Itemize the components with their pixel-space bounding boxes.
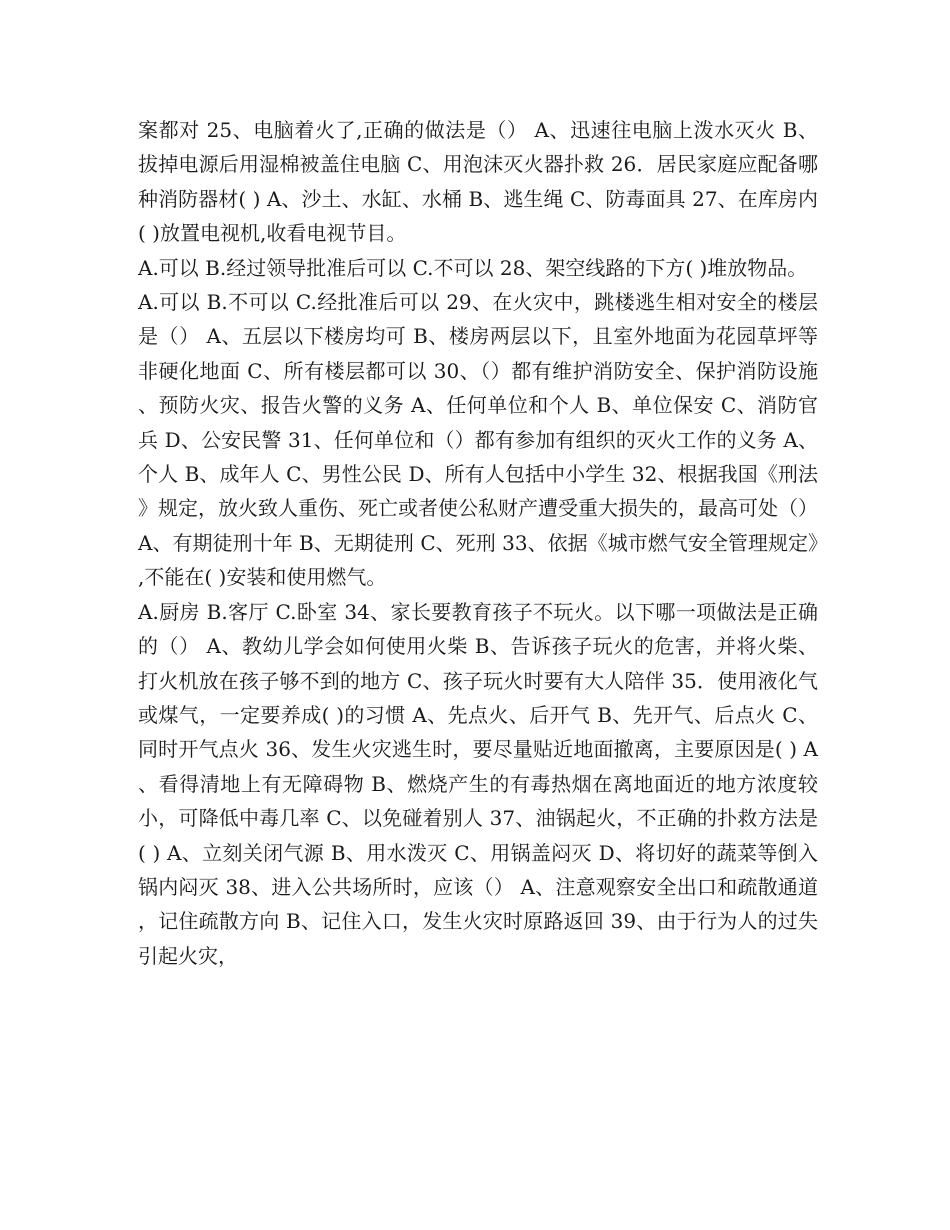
paragraph-2: A.可以 B.经过领导批准后可以 C.不可以 28、架空线路的下方( )堆放物品。 xyxy=(138,255,808,280)
paragraph-3: A.可以 B.不可以 C.经批准后可以 29、在火灾中，跳楼逃生相对安全的楼层是（） A、五层以下楼房均可 B、楼房两层以下，且室外地面为花园草坪等非硬化地面 C、所有楼层都可以 30、（）都有维护消防安全、保护消防设施、预防火灾、报告火警的义务 A、任何单位和个人 B、单位保安 C、消防官兵 D、公安民警 31、任何单位和（）都有参加有组织的灭火工作的义务 A、个人 B、成年人 C、男性公民 D、所有人包括中小学生 32、根据我国《刑法》规定，放火致人重伤、死亡或者使公私财产遭受重大损失的，最高可处（） A、有期徒刑十年 B、无期徒刑 C、死刑 33、依据《城市燃气安全管理规定》,不能在( )安装和使用燃气。 xyxy=(138,290,818,590)
paragraph-4: A.厨房 B.客厅 C.卧室 34、家长要教育孩子不玩火。以下哪一项做法是正确的（） A、教幼儿学会如何使用火柴 B、告诉孩子玩火的危害，并将火柴、打火机放在孩子够不到的地方 C、孩子玩火时要有大人陪伴 35．使用液化气或煤气，一定要养成( )的习惯 A、先点火、后开气 B、先开气、后点火 C、同时开气点火 36、发生火灾逃生时，要尽量贴近地面撤离，主要原因是( ) A、看得清地上有无障碍物 B、燃烧产生的有毒热烟在离地面近的地方浓度较小，可降低中毒几率 C、以免碰着别人 37、油锅起火，不正确的扑救方法是( ) A、立刻关闭气源 B、用水泼灭 C、用锅盖闷灭 D、将切好的蔬菜等倒入锅内闷灭 38、进入公共场所时，应该（） A、注意观察安全出口和疏散通道，记住疏散方向 B、记住入口，发生火灾时原路返回 39、由于行为人的过失引起火灾， xyxy=(138,599,818,968)
paragraph-1: 案都对 25、电脑着火了,正确的做法是（） A、迅速往电脑上泼水灭火 B、拔掉电源后用湿棉被盖住电脑 C、用泡沫灭火器扑救 26．居民家庭应配备哪种消防器材( ) A、沙土、水缸、水桶 B、逃生绳 C、防毒面具 27、在库房内( )放置电视机,收看电视节目。 xyxy=(138,118,818,246)
document-body xyxy=(138,113,818,973)
